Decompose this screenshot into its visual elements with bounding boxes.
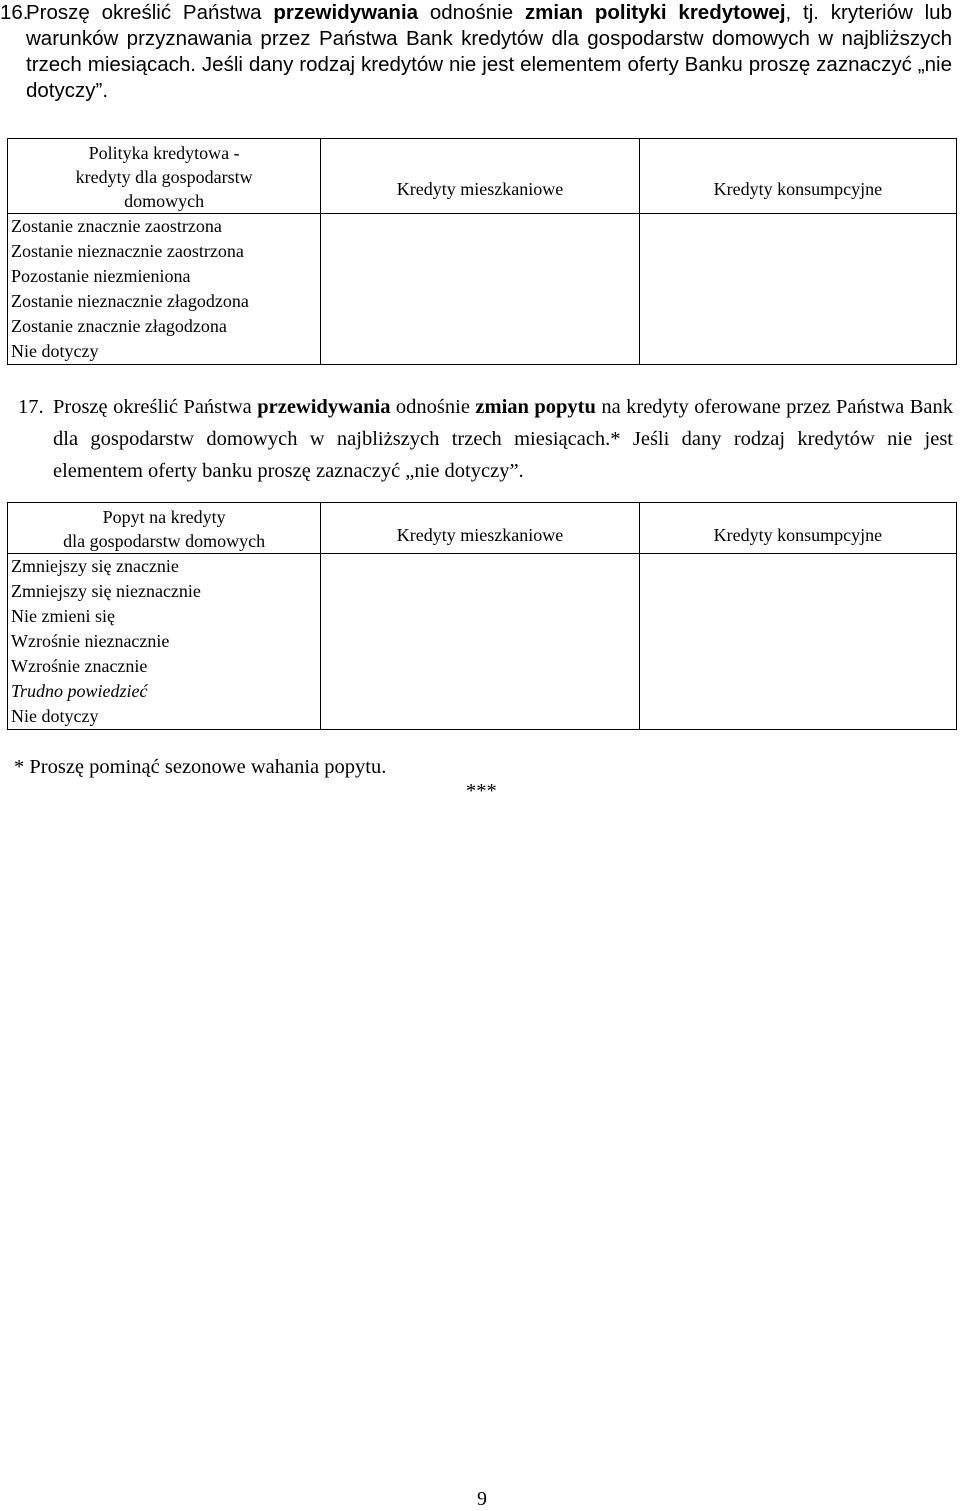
emphasis-text: zmian polityki kredytowej [524,1,786,24]
footnote: * Proszę pominąć sezonowe wahania popytu. [14,756,387,778]
question-text: odnośnie [418,1,525,24]
table-header-label [8,139,321,214]
header-line: dla gospodarstw domowych [63,531,266,551]
question-16 [0,0,952,104]
option-item[interactable]: Zostanie nieznacznie złagodzona [11,291,249,311]
answer-cell-housing[interactable] [321,214,639,365]
column-header-consumer [639,503,956,554]
option-item[interactable]: Zostanie znacznie złagodzona [11,316,227,336]
answer-cell-consumer[interactable] [639,214,956,365]
column-header-housing [321,503,639,554]
question-number: 16. [0,1,29,24]
option-not-applicable[interactable]: Nie dotyczy [11,706,99,726]
emphasis-text: przewidywania [273,1,419,24]
option-item[interactable]: Wzrośnie nieznacznie [11,631,170,651]
option-item[interactable]: Wzrośnie znacznie [11,656,148,676]
answer-cell-housing[interactable] [321,554,639,730]
credit-demand-table [7,502,957,730]
header-line: domowych [124,191,205,211]
table-header-label [8,503,321,554]
option-item[interactable]: Zostanie nieznacznie zaostrzona [11,241,244,261]
header-line: Popyt na kredyty [102,507,226,527]
options-list [8,214,321,365]
credit-policy-table [7,138,957,365]
question-text: Proszę określić Państwa [26,1,274,24]
emphasis-text: zmian popytu [475,396,596,418]
column-header-label: Kredyty mieszkaniowe [396,178,564,199]
option-item[interactable]: Zostanie znacznie zaostrzona [11,216,222,236]
option-item[interactable]: Pozostanie niezmieniona [11,266,191,286]
option-item[interactable]: Zmniejszy się znacznie [11,556,179,576]
question-text: na kredyty oferowane przez Państwa Bank dla gospodarstw domowych w najbliższych trzech miesiącach.* Jeśli dany rodzaj kredytów nie jest elementem oferty banku proszę zaznaczyć „nie dotyczy”. [53,396,954,482]
column-header-label: Kredyty mieszkaniowe [396,524,564,545]
option-item[interactable]: Nie zmieni się [11,606,115,626]
column-header-label: Kredyty konsumpcyjne [713,178,883,199]
header-line: kredyty dla gospodarstw [75,167,253,187]
column-header-housing [321,139,639,214]
page-number: 9 [477,1488,487,1510]
question-text: odnośnie [390,396,476,418]
emphasis-text: przewidywania [257,396,391,418]
column-header-consumer [639,139,956,214]
column-header-label: Kredyty konsumpcyjne [713,524,883,545]
section-separator: *** [466,780,497,802]
option-not-applicable[interactable]: Nie dotyczy [11,341,99,361]
question-number: 17. [18,396,44,418]
question-17 [18,391,954,487]
option-item[interactable]: Zmniejszy się nieznacznie [11,581,201,601]
question-text: , tj. kryteriów lub warunków przyznawania przez Państwa Bank kredytów dla gospodarstw domowych w najbliższych trzech miesiącach. Jeśli dany rodzaj kredytów nie jest elementem oferty Banku proszę zaznaczyć „nie dotyczy”. [26,1,952,102]
header-line: Polityka kredytowa - [88,143,240,163]
options-list [8,554,321,730]
option-hard-to-say[interactable]: Trudno powiedzieć [11,681,148,701]
answer-cell-consumer[interactable] [639,554,956,730]
question-text: Proszę określić Państwa [53,396,258,418]
